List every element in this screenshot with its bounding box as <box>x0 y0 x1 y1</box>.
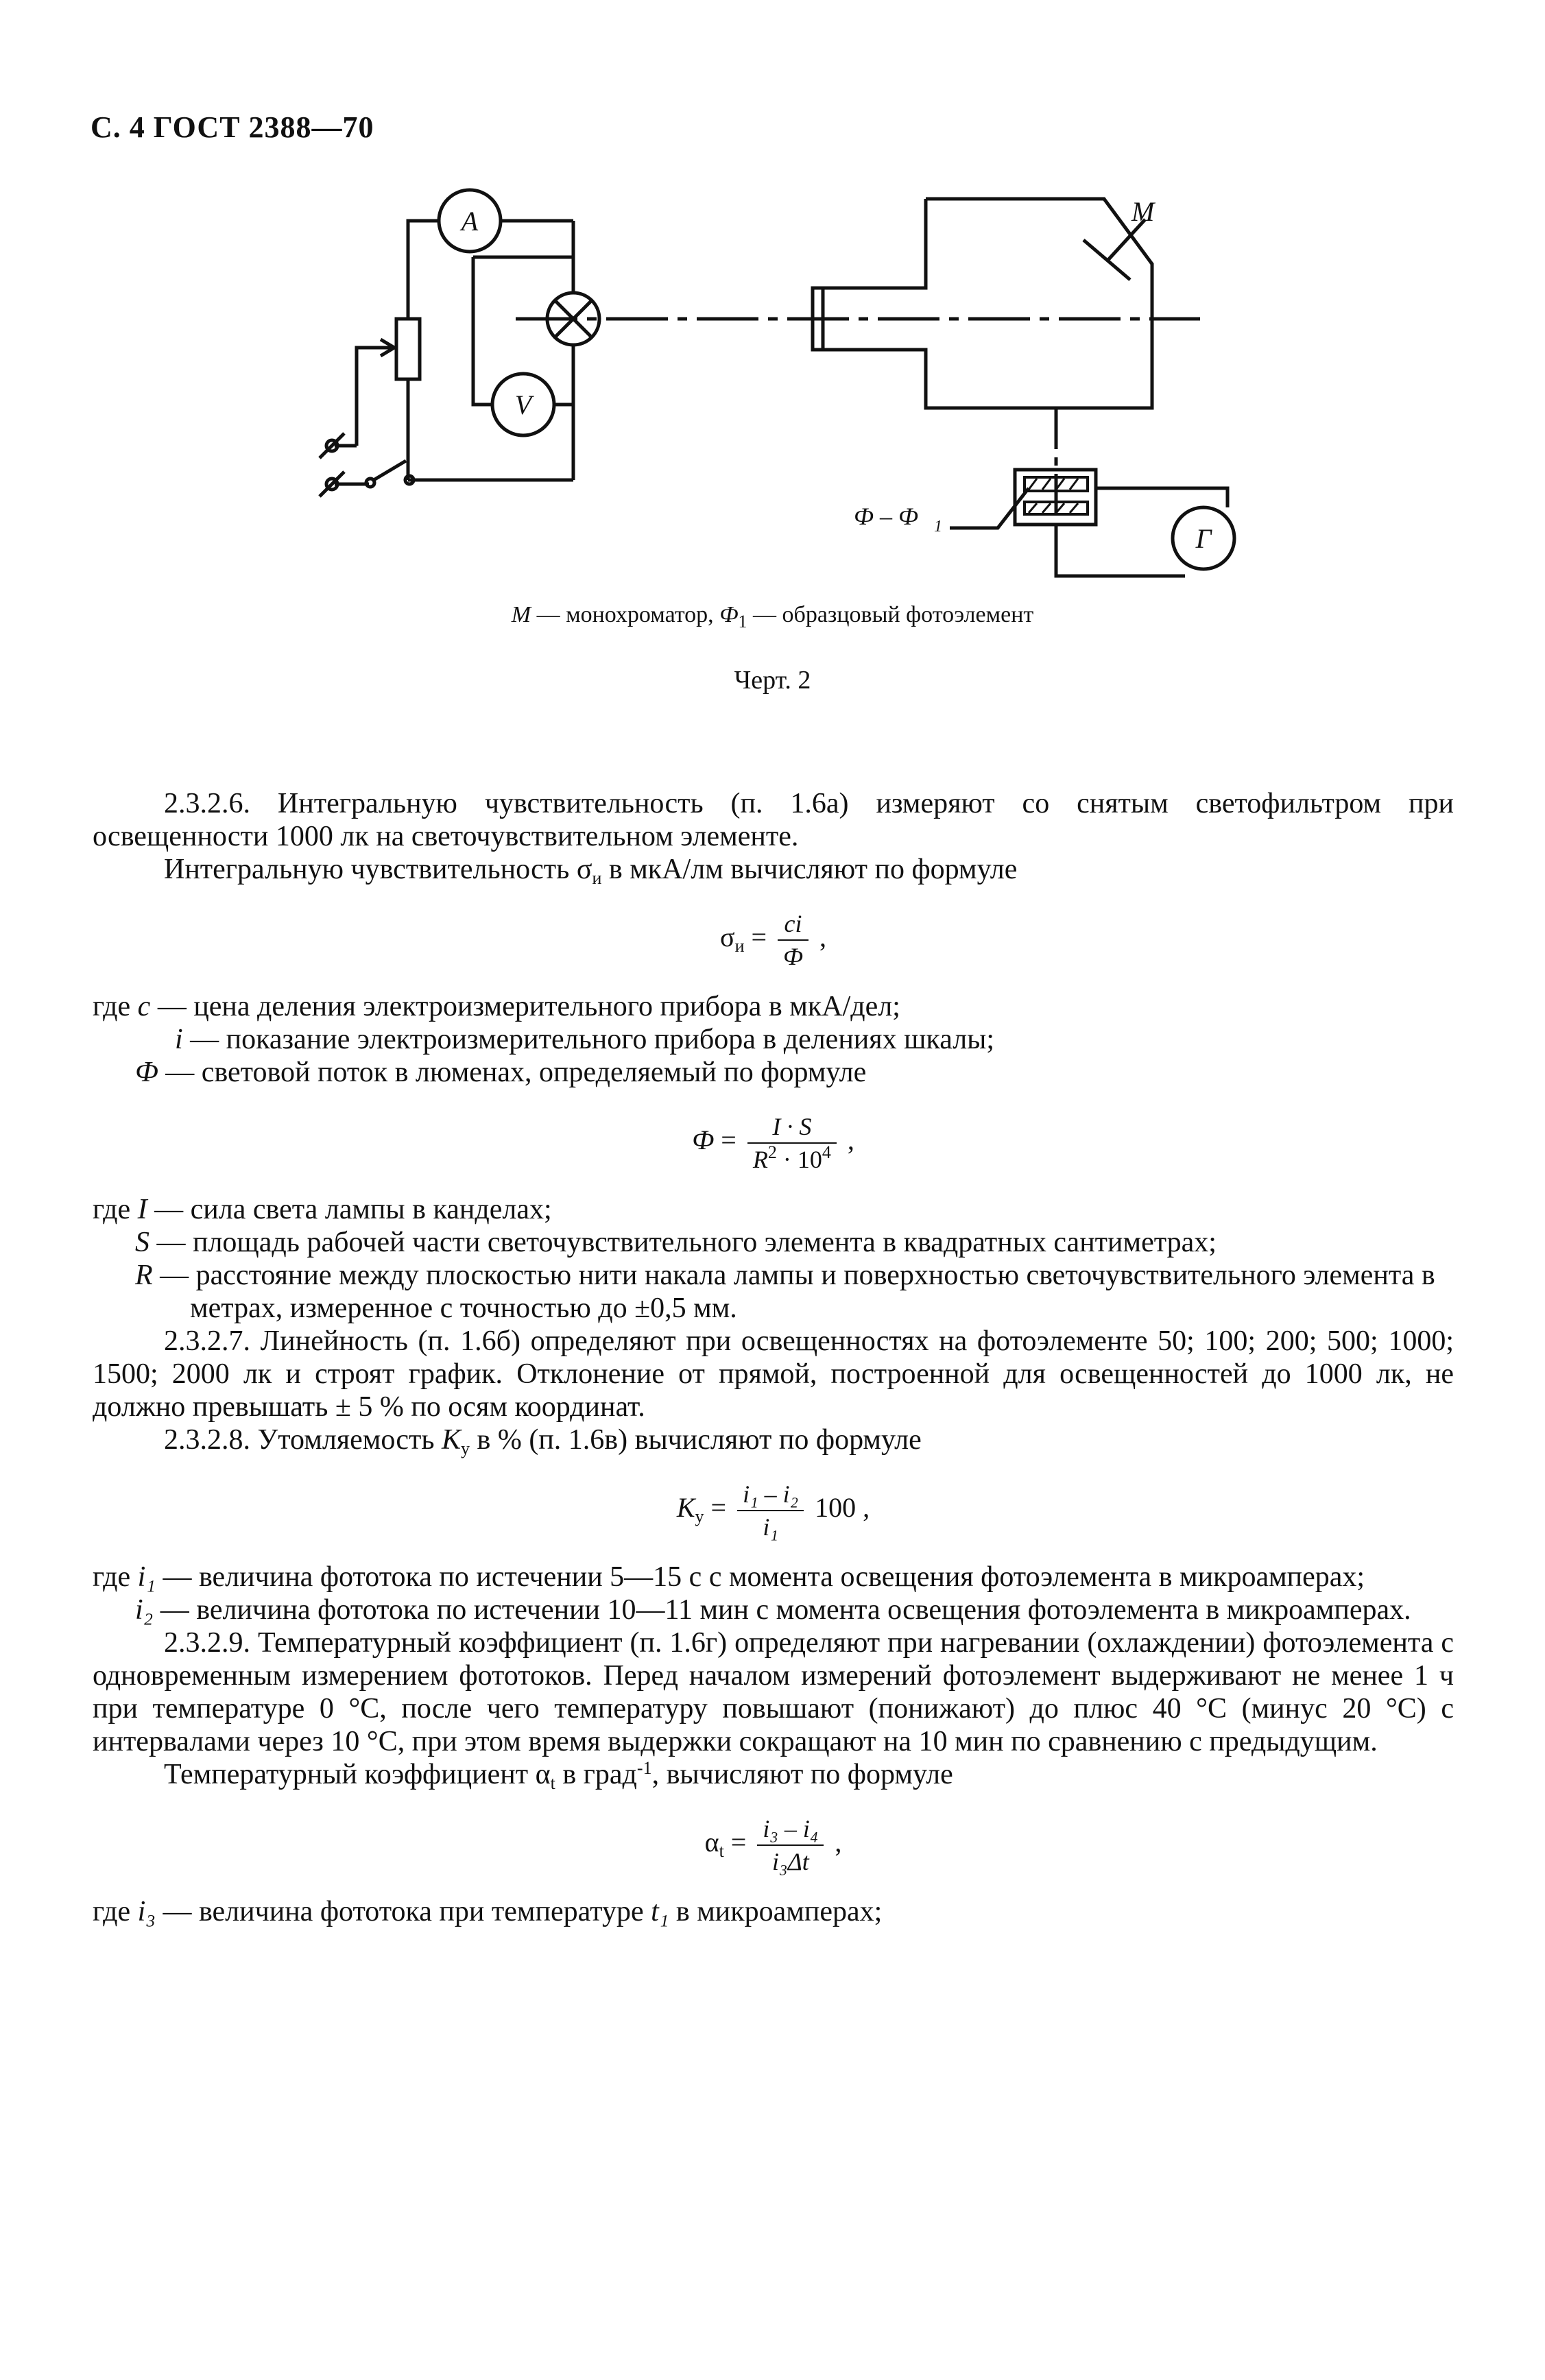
legend-text: — сила света лампы в канделах; <box>147 1194 552 1225</box>
caption-text-1: — монохроматор, <box>531 602 720 627</box>
formula-denominator: i₃Δt <box>772 1848 809 1875</box>
legend-where: где <box>93 1561 138 1593</box>
legend-text: — величина фототока по истечении 5—15 с с момента освещения фотоэлемента в микроамперах; <box>155 1561 1365 1593</box>
rheostat-symbol <box>396 319 420 379</box>
text-fragment: 2.3.2.8. Утомляемость <box>164 1424 442 1456</box>
formula-numerator: I · S <box>747 1112 837 1144</box>
photoelement-label: Ф – Ф <box>854 503 918 530</box>
caption-phi-symbol: Ф <box>719 602 739 627</box>
galvanometer-wire-top <box>1096 488 1227 507</box>
k-symbol: K <box>442 1424 462 1456</box>
formula-fraction <box>778 909 809 971</box>
formula-numerator: ci <box>778 909 809 941</box>
legend-text: — площадь рабочей части светочувствительного элемента в квадратных сантиметрах; <box>149 1227 1217 1258</box>
monochromator-body <box>813 199 1152 408</box>
formula-temperature-coefficient <box>93 1814 1454 1876</box>
formula-lhs-sub: у <box>695 1506 704 1527</box>
legend-symbol: I <box>137 1194 147 1225</box>
text-fragment: , вычисляют по формуле <box>651 1759 953 1790</box>
formula-eq: = <box>723 1827 754 1858</box>
legend-symbol-t1: t₁ <box>651 1896 669 1927</box>
legend-symbol: i₃ <box>137 1896 156 1927</box>
formula-fraction <box>747 1112 837 1174</box>
formula-tail: 100 , <box>808 1492 870 1524</box>
legend-i3 <box>93 1895 1454 1928</box>
formula-luminous-flux <box>93 1112 1454 1174</box>
caption-text-2: — образцовый фотоэлемент <box>747 602 1034 627</box>
k-sub: у <box>461 1439 470 1458</box>
legend-where: где <box>93 991 138 1022</box>
sigma-sub: и <box>592 868 602 888</box>
figure-caption <box>0 602 1545 632</box>
legend-symbol: i₁ <box>137 1561 156 1593</box>
switch-contact <box>366 479 374 487</box>
formula-lhs: α <box>704 1827 719 1858</box>
formula-lhs: Ф <box>692 1125 715 1156</box>
formula-denominator: Ф <box>783 943 803 970</box>
formula-lhs-sub: t <box>719 1841 724 1862</box>
denominator-r: R <box>752 1146 768 1173</box>
legend-i <box>93 1023 1454 1056</box>
formula-eq: = <box>704 1492 734 1524</box>
legend-i2 <box>93 1594 1454 1626</box>
formula-lhs: σ <box>720 922 735 953</box>
rheostat-slider <box>357 348 391 446</box>
unit-sup: -1 <box>636 1758 652 1778</box>
document-body <box>93 787 1454 1928</box>
legend-I <box>93 1193 1454 1226</box>
legend-text: — величина фототока при температуре <box>155 1896 651 1927</box>
formula-numerator: i₃ – i₄ <box>757 1814 824 1846</box>
clause-2-3-2-9: 2.3.2.9. Температурный коэффициент (п. 1.6г) определяют при нагревании (охлаждении) фотоэлемента с одновременным измерением фототоков. Перед началом измерений фотоэлемент выдерживают не менее 1 ч при температуре 0 °С, после чего температуру повышают (понижают) до плюс 40 °С (минус 20 °С) с интервалами через 10 °С, при этом время выдержки сокращают на 10 мин по сравнению с предыдущим. <box>93 1627 1454 1757</box>
legend-symbol: i <box>175 1024 183 1055</box>
legend-text: — цена деления электроизмерительного прибора в мкА/дел; <box>150 991 900 1022</box>
legend-R <box>93 1259 1454 1325</box>
formula-eq: = <box>744 922 774 953</box>
legend-text: — световой поток в люменах, определяемый по формуле <box>158 1057 867 1088</box>
denominator-sup-2: 4 <box>822 1142 831 1162</box>
formula-numerator: i₁ – i₂ <box>737 1480 804 1511</box>
formula-sensitivity <box>93 909 1454 971</box>
page-header: С. 4 ГОСТ 2388—70 <box>91 110 374 144</box>
text-fragment: в град <box>555 1759 637 1790</box>
legend-where: где <box>93 1896 138 1927</box>
legend-phi <box>93 1056 1454 1089</box>
text-fragment: в % (п. 1.6в) вычисляют по формуле <box>470 1424 922 1456</box>
denominator-mult: · 10 <box>776 1146 822 1173</box>
legend-c <box>93 990 1454 1023</box>
formula-tail: , <box>828 1827 842 1858</box>
switch-lever <box>374 461 406 480</box>
voltmeter-label: V <box>514 389 532 420</box>
clause-2-3-2-9-intro <box>93 1758 1454 1791</box>
text-fragment: Температурный коэффициент <box>164 1759 536 1790</box>
clause-2-3-2-6: 2.3.2.6. Интегральную чувствительность (п. 1.6а) измеряют со снятым светофильтром при освещенности 1000 лк на светочувствительном элементе. <box>93 788 1454 852</box>
clause-2-3-2-6-intro <box>93 853 1454 886</box>
galvanometer-wire-bottom <box>1056 525 1185 576</box>
sigma-symbol: σ <box>576 854 592 885</box>
denominator-sup: 2 <box>767 1142 777 1162</box>
formula-tail: , <box>813 922 826 953</box>
legend-symbol: R <box>135 1260 153 1291</box>
legend-text: — расстояние между плоскостью нити накала лампы и поверхностью светочувствительного элемента в метрах, измеренное с точностью до ±0,5 мм. <box>152 1260 1435 1324</box>
clause-2-3-2-7: 2.3.2.7. Линейность (п. 1.6б) определяют при освещенностях на фотоэлементе 50; 100; 200; 500; 1000; 1500; 2000 лк и строят график. Отклонение от прямой, построенной для освещенностей до 1000 лк, не должно превышать ± 5 % по осям координат. <box>93 1325 1454 1423</box>
legend-text: — величина фототока по истечении 10—11 мин с момента освещения фотоэлемента в микроамперах. <box>153 1594 1411 1626</box>
photoelement-label-sub: 1 <box>934 518 942 536</box>
circuit-wire-top <box>408 221 439 319</box>
photoelement-label-leader <box>950 488 1029 528</box>
galvanometer-label: Г <box>1195 523 1212 554</box>
alpha-sub: t <box>550 1773 555 1793</box>
monochromator-label: M <box>1131 196 1155 227</box>
formula-fraction <box>757 1814 824 1876</box>
legend-S <box>93 1226 1454 1259</box>
legend-symbol: с <box>137 991 151 1022</box>
formula-eq: = <box>714 1125 743 1156</box>
alpha-symbol: α <box>535 1759 551 1790</box>
legend-where: где <box>93 1194 138 1225</box>
text-fragment: Интегральную чувствительность <box>164 854 577 885</box>
legend-text: — показание электроизмерительного прибора в делениях шкалы; <box>182 1024 995 1055</box>
clause-2-3-2-8 <box>93 1423 1454 1456</box>
legend-text: в микроамперах; <box>669 1896 883 1927</box>
formula-lhs-sub: и <box>734 936 745 957</box>
text-fragment: в мкА/лм вычисляют по формуле <box>601 854 1018 885</box>
formula-fatigue <box>93 1480 1454 1541</box>
formula-denominator: i₁ <box>763 1513 778 1541</box>
formula-tail: , <box>840 1125 854 1156</box>
formula-lhs: K <box>676 1492 695 1524</box>
ammeter-label: A <box>461 206 479 237</box>
legend-symbol: S <box>135 1227 149 1258</box>
legend-symbol: i₂ <box>135 1594 154 1626</box>
measurement-circuit-diagram <box>0 0 1545 686</box>
legend-i1 <box>93 1561 1454 1594</box>
legend-symbol: Ф <box>135 1057 158 1088</box>
figure-number: Черт. 2 <box>734 666 811 695</box>
caption-phi-sub: 1 <box>738 612 747 632</box>
formula-denominator <box>747 1144 837 1174</box>
formula-fraction <box>737 1480 804 1541</box>
caption-m-symbol: М <box>511 602 531 627</box>
voltmeter-wire-left <box>473 257 492 405</box>
